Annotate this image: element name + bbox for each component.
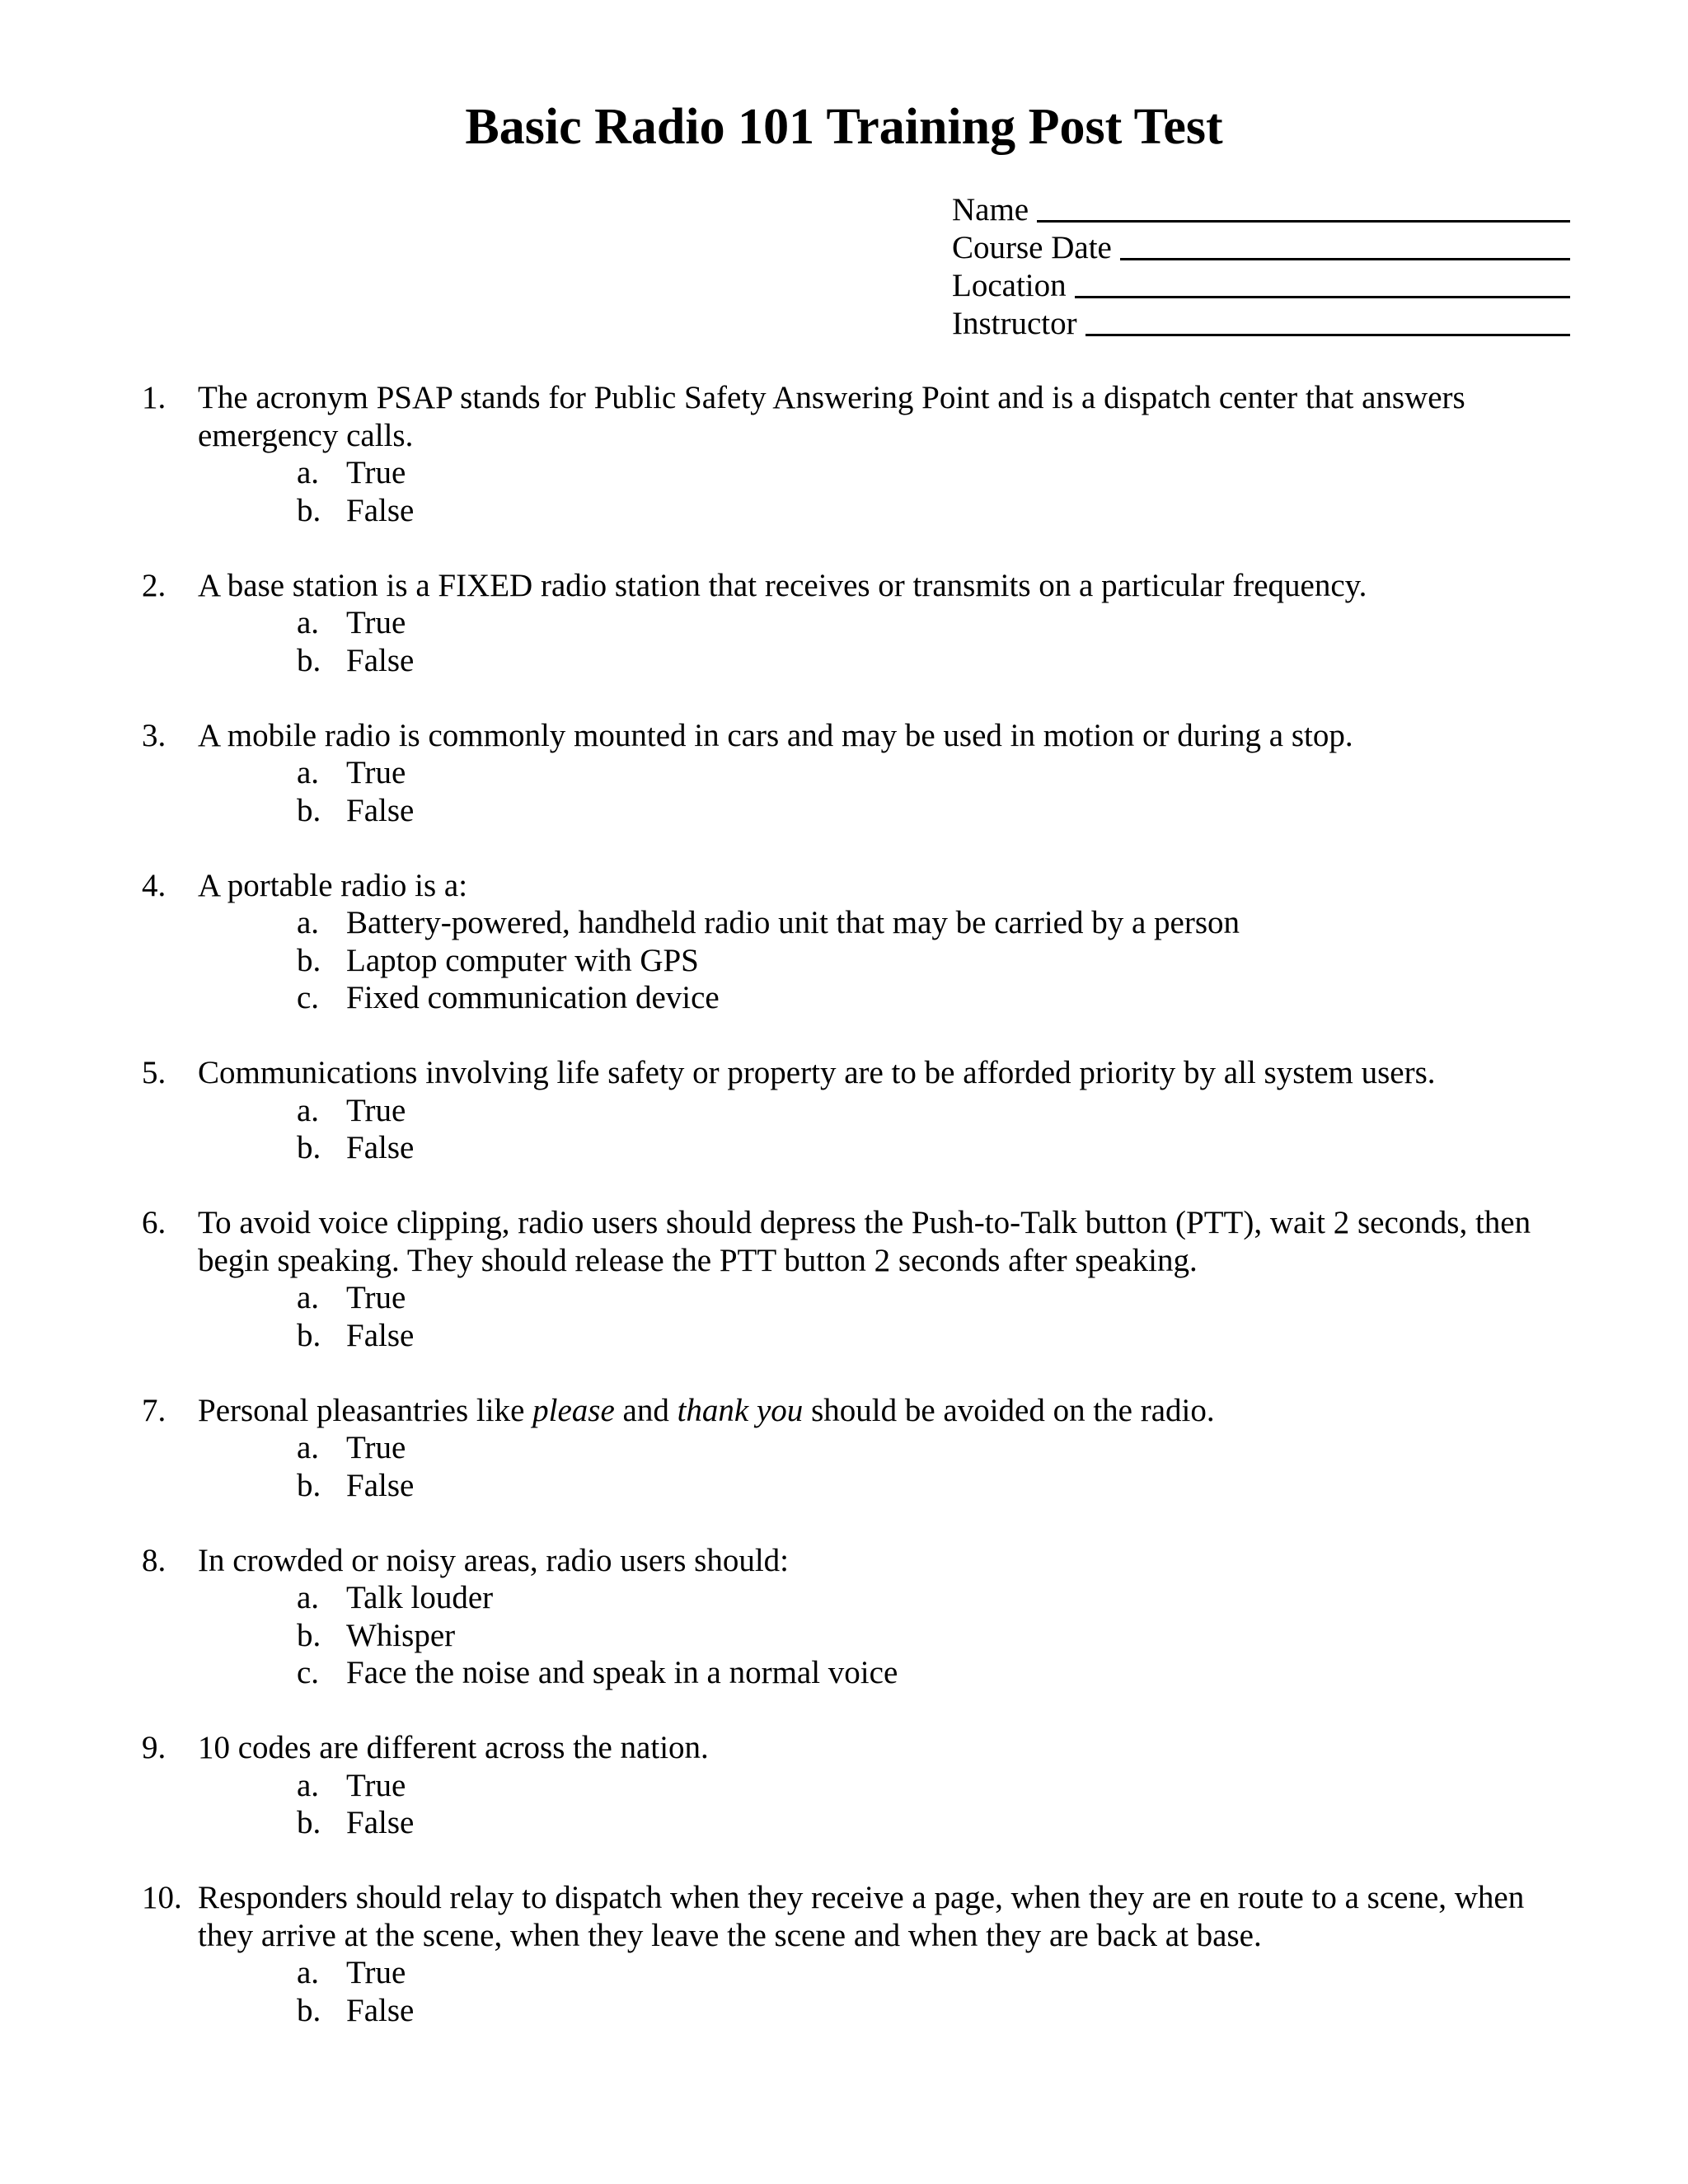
- option-letter: a.: [297, 1430, 320, 1465]
- question-text: A portable radio is a:: [198, 867, 468, 903]
- answer-option[interactable]: [297, 942, 1576, 980]
- option-letter: a.: [297, 1280, 320, 1315]
- question-number: 3.: [142, 717, 166, 753]
- question-7: [142, 1392, 1576, 1505]
- question-text-part: and: [614, 1392, 678, 1428]
- option-text: Talk louder: [346, 1580, 494, 1615]
- answer-options: [198, 1579, 1576, 1692]
- location-label: Location: [952, 268, 1067, 303]
- question-number: 2.: [142, 567, 166, 603]
- answer-option[interactable]: [297, 1429, 1576, 1467]
- option-letter: a.: [297, 1580, 320, 1615]
- question-text: [198, 1392, 1576, 1430]
- answer-option[interactable]: [297, 1654, 1576, 1692]
- option-letter: a.: [297, 455, 320, 490]
- question-3: [142, 717, 1576, 830]
- answer-option[interactable]: [297, 1317, 1576, 1355]
- student-info-block: [952, 191, 1570, 343]
- answer-option[interactable]: [297, 492, 1576, 530]
- question-number: 5.: [142, 1055, 166, 1090]
- name-blank-line[interactable]: [1037, 220, 1570, 223]
- question-text: A mobile radio is commonly mounted in cars and may be used in motion or during a stop.: [198, 717, 1353, 753]
- question-text: In crowded or noisy areas, radio users should:: [198, 1542, 789, 1578]
- option-letter: b.: [297, 1617, 321, 1653]
- option-letter: c.: [297, 980, 320, 1015]
- question-text: 10 codes are different across the nation.: [198, 1730, 709, 1765]
- question-text-part: should be avoided on the radio.: [803, 1392, 1215, 1428]
- option-text: True: [346, 605, 406, 640]
- answer-option[interactable]: [297, 1954, 1576, 1992]
- option-text: Whisper: [346, 1617, 456, 1653]
- answer-options: [198, 604, 1576, 679]
- option-letter: c.: [297, 1655, 320, 1690]
- question-text: Communications involving life safety or property are to be afforded priority by all system users.: [198, 1055, 1436, 1090]
- question-10: [142, 1879, 1576, 2029]
- option-text: True: [346, 455, 406, 490]
- question-6: [142, 1204, 1576, 1354]
- question-number: 1.: [142, 380, 166, 415]
- question-text-part: Personal pleasantries like: [198, 1392, 533, 1428]
- option-letter: a.: [297, 1955, 320, 1990]
- option-letter: a.: [297, 755, 320, 790]
- question-9: [142, 1729, 1576, 1842]
- location-blank-line[interactable]: [1075, 296, 1570, 298]
- option-text: False: [346, 1992, 415, 2028]
- question-text-italic: thank you: [677, 1392, 804, 1428]
- option-letter: b.: [297, 942, 321, 978]
- option-text: False: [346, 1130, 415, 1165]
- question-number: 4.: [142, 867, 166, 903]
- option-text: False: [346, 1317, 415, 1353]
- answer-option[interactable]: [297, 904, 1576, 942]
- answer-option[interactable]: [297, 1467, 1576, 1505]
- option-letter: a.: [297, 905, 320, 940]
- answer-option[interactable]: [297, 1579, 1576, 1617]
- question-text: Responders should relay to dispatch when they receive a page, when they are en route to a scene, when they arrive at the scene, when they leave the scene and when they are back at base.: [198, 1880, 1525, 1953]
- option-letter: b.: [297, 792, 321, 828]
- instructor-blank-line[interactable]: [1085, 334, 1570, 336]
- option-text: False: [346, 492, 415, 528]
- option-text: Fixed communication device: [346, 980, 720, 1015]
- option-letter: b.: [297, 492, 321, 528]
- question-4: [142, 867, 1576, 1017]
- answer-options: [198, 754, 1576, 829]
- answer-options: [198, 1429, 1576, 1504]
- option-letter: b.: [297, 1467, 321, 1503]
- option-text: False: [346, 1467, 415, 1503]
- option-text: True: [346, 1280, 406, 1315]
- option-text: Laptop computer with GPS: [346, 942, 699, 978]
- answer-options: [198, 904, 1576, 1017]
- answer-options: [198, 1954, 1576, 2029]
- answer-options: [198, 1092, 1576, 1167]
- answer-option[interactable]: [297, 792, 1576, 830]
- option-text: Battery-powered, handheld radio unit that may be carried by a person: [346, 905, 1240, 940]
- option-text: True: [346, 1092, 406, 1128]
- question-text: To avoid voice clipping, radio users should depress the Push-to-Talk button (PTT), wait 2 seconds, then begin speaking. They should release the PTT button 2 seconds after speaking.: [198, 1205, 1531, 1278]
- answer-option[interactable]: [297, 1092, 1576, 1130]
- answer-option[interactable]: [297, 642, 1576, 680]
- question-text-italic: please: [532, 1392, 615, 1428]
- option-text: True: [346, 755, 406, 790]
- instructor-label: Instructor: [952, 306, 1077, 341]
- answer-option[interactable]: [297, 1617, 1576, 1655]
- question-number: 8.: [142, 1542, 166, 1578]
- name-field-row: [952, 191, 1570, 229]
- option-letter: b.: [297, 642, 321, 678]
- answer-options: [198, 454, 1576, 529]
- instructor-field-row: [952, 305, 1570, 343]
- question-number: 10.: [142, 1880, 182, 1915]
- option-letter: a.: [297, 1092, 320, 1128]
- option-letter: b.: [297, 1992, 321, 2028]
- option-letter: b.: [297, 1805, 321, 1840]
- location-field-row: [952, 267, 1570, 305]
- course-date-blank-line[interactable]: [1120, 258, 1570, 260]
- option-text: Face the noise and speak in a normal voice: [346, 1655, 898, 1690]
- question-8: [142, 1542, 1576, 1692]
- question-1: [142, 379, 1576, 529]
- answer-option[interactable]: [297, 1804, 1576, 1842]
- answer-options: [198, 1279, 1576, 1354]
- course-date-label: Course Date: [952, 230, 1112, 265]
- option-text: False: [346, 642, 415, 678]
- question-text: The acronym PSAP stands for Public Safety Answering Point and is a dispatch center that answers emergency calls.: [198, 380, 1465, 453]
- answer-option[interactable]: [297, 1767, 1576, 1805]
- answer-option[interactable]: [297, 1992, 1576, 2030]
- option-text: True: [346, 1430, 406, 1465]
- question-number: 6.: [142, 1205, 166, 1240]
- option-letter: b.: [297, 1317, 321, 1353]
- option-text: True: [346, 1767, 406, 1803]
- answer-option[interactable]: [297, 454, 1576, 492]
- question-2: [142, 567, 1576, 680]
- question-list: [142, 379, 1576, 2067]
- answer-options: [198, 1767, 1576, 1842]
- question-5: [142, 1054, 1576, 1167]
- option-text: False: [346, 792, 415, 828]
- option-text: False: [346, 1805, 415, 1840]
- question-number: 9.: [142, 1730, 166, 1765]
- page-title: Basic Radio 101 Training Post Test: [465, 99, 1223, 155]
- answer-option[interactable]: [297, 754, 1576, 792]
- question-text: A base station is a FIXED radio station that receives or transmits on a particular frequency.: [198, 567, 1367, 603]
- answer-option[interactable]: [297, 604, 1576, 642]
- question-number: 7.: [142, 1392, 166, 1428]
- answer-option[interactable]: [297, 1129, 1576, 1167]
- option-letter: a.: [297, 605, 320, 640]
- answer-option[interactable]: [297, 1279, 1576, 1317]
- option-letter: b.: [297, 1130, 321, 1165]
- option-text: True: [346, 1955, 406, 1990]
- answer-option[interactable]: [297, 979, 1576, 1017]
- name-label: Name: [952, 192, 1029, 227]
- course-date-field-row: [952, 229, 1570, 267]
- option-letter: a.: [297, 1767, 320, 1803]
